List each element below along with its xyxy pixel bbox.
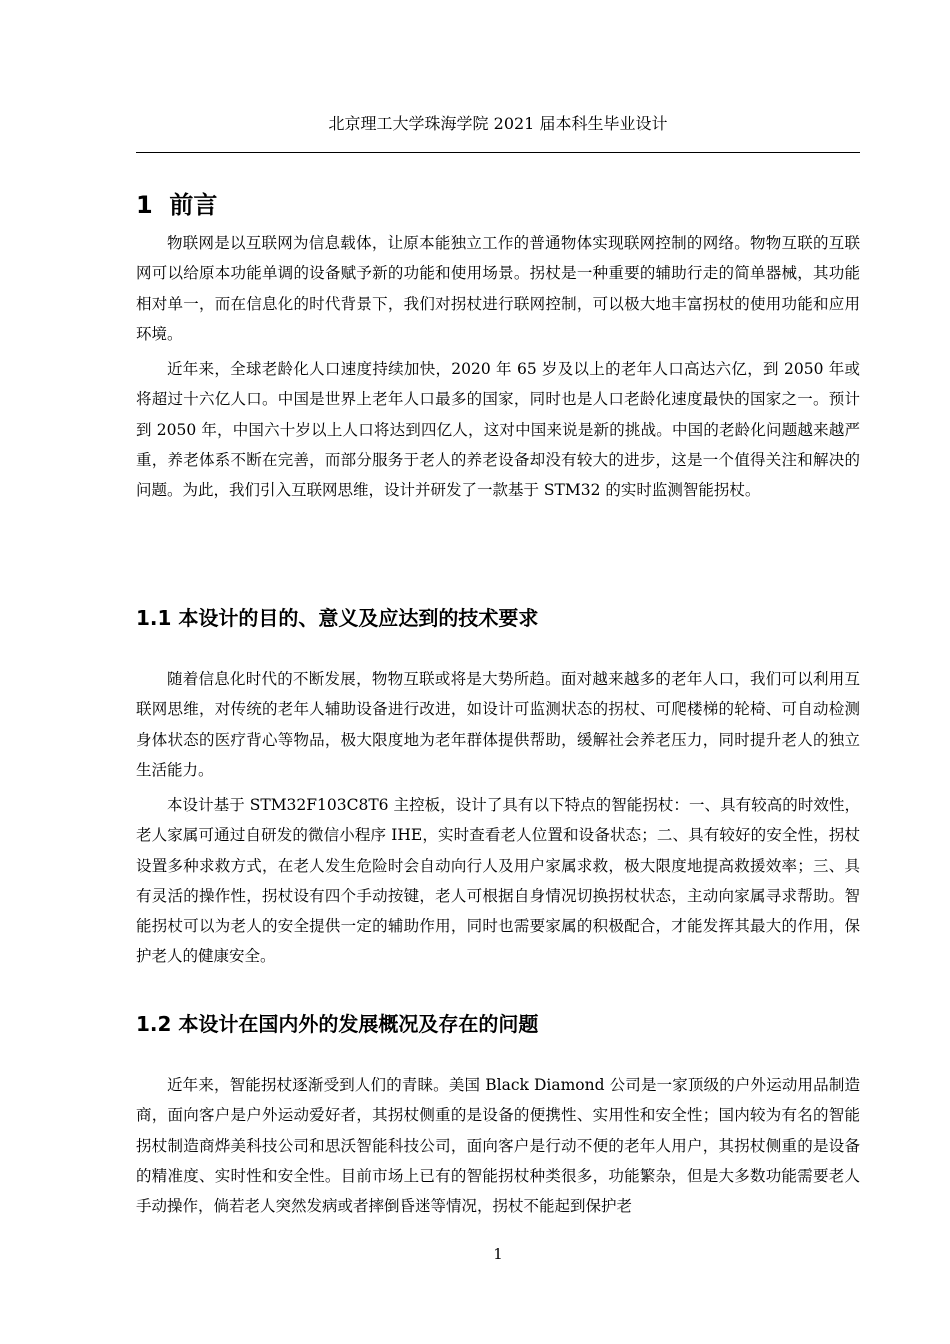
section-1-heading: 1 前言 (136, 191, 218, 219)
header-divider (136, 152, 860, 153)
section-1-paragraph-1: 物联网是以互联网为信息载体，让原本能独立工作的普通物体实现联网控制的网络。物物互联的互联网可以给原本功能单调的设备赋予新的功能和使用场景。拐杖是一种重要的辅助行走的简单器械，其功能相对单一，而在信息化的时代背景下，我们对拐杖进行联网控制，可以极大地丰富拐杖的使用功能和应用环境。 (136, 234, 860, 343)
section-1-1-paragraph-2: 本设计基于 STM32F103C8T6 主控板，设计了具有以下特点的智能拐杖：一、具有较高的时效性，老人家属可通过自研发的微信小程序 IHE，实时查看老人位置和设备状态；二、具有较好的安全性，拐杖设置多种求救方式，在老人发生危险时会自动向行人及用户家属求救，极大限度地提高救援效率；三、具有灵活的操作性，拐杖设有四个手动按键，老人可根据自身情况切换拐杖状态，主动向家属寻求帮助。智能拐杖可以为老人的安全提供一定的辅助作用，同时也需要家属的积极配合，才能发挥其最大的作用，保护老人的健康安全。 (136, 796, 860, 966)
section-1-1-heading: 1.1 本设计的目的、意义及应达到的技术要求 (136, 606, 539, 630)
page-number: 1 (493, 1245, 503, 1263)
page-header: 北京理工大学珠海学院 2021 届本科生毕业设计 (328, 114, 668, 133)
section-1-2-paragraph-1: 近年来，智能拐杖逐渐受到人们的青睐。美国 Black Diamond 公司是一家顶级的户外运动用品制造商，面向客户是户外运动爱好者，其拐杖侧重的是设备的便携性、实用性和安全性；国内较为有名的智能拐杖制造商烨美科技公司和思沃智能科技公司，面向客户是行动不便的老年人用户，其拐杖侧重的是设备的精准度、实时性和安全性。目前市场上已有的智能拐杖种类很多，功能繁杂，但是大多数功能需要老人手动操作，倘若老人突然发病或者摔倒昏迷等情况，拐杖不能起到保护老 (136, 1076, 860, 1216)
section-1-1-paragraph-1: 随着信息化时代的不断发展，物物互联或将是大势所趋。面对越来越多的老年人口，我们可以利用互联网思维，对传统的老年人辅助设备进行改进，如设计可监测状态的拐杖、可爬楼梯的轮椅、可自动检测身体状态的医疗背心等物品，极大限度地为老年群体提供帮助，缓解社会养老压力，同时提升老人的独立生活能力。 (136, 670, 860, 779)
section-1-paragraph-2: 近年来，全球老龄化人口速度持续加快，2020 年 65 岁及以上的老年人口高达六亿，到 2050 年或将超过十六亿人口。中国是世界上老年人口最多的国家，同时也是人口老龄化速度最快的国家之一。预计到 2050 年，中国六十岁以上人口将达到四亿人，这对中国来说是新的挑战。中国的老龄化问题越来越严重，养老体系不断在完善，而部分服务于老人的养老设备却没有较大的进步，这是一个值得关注和解决的问题。为此，我们引入互联网思维，设计并研发了一款基于 STM32 的实时监测智能拐杖。 (136, 360, 860, 500)
section-1-2-heading: 1.2 本设计在国内外的发展概况及存在的问题 (136, 1012, 539, 1036)
